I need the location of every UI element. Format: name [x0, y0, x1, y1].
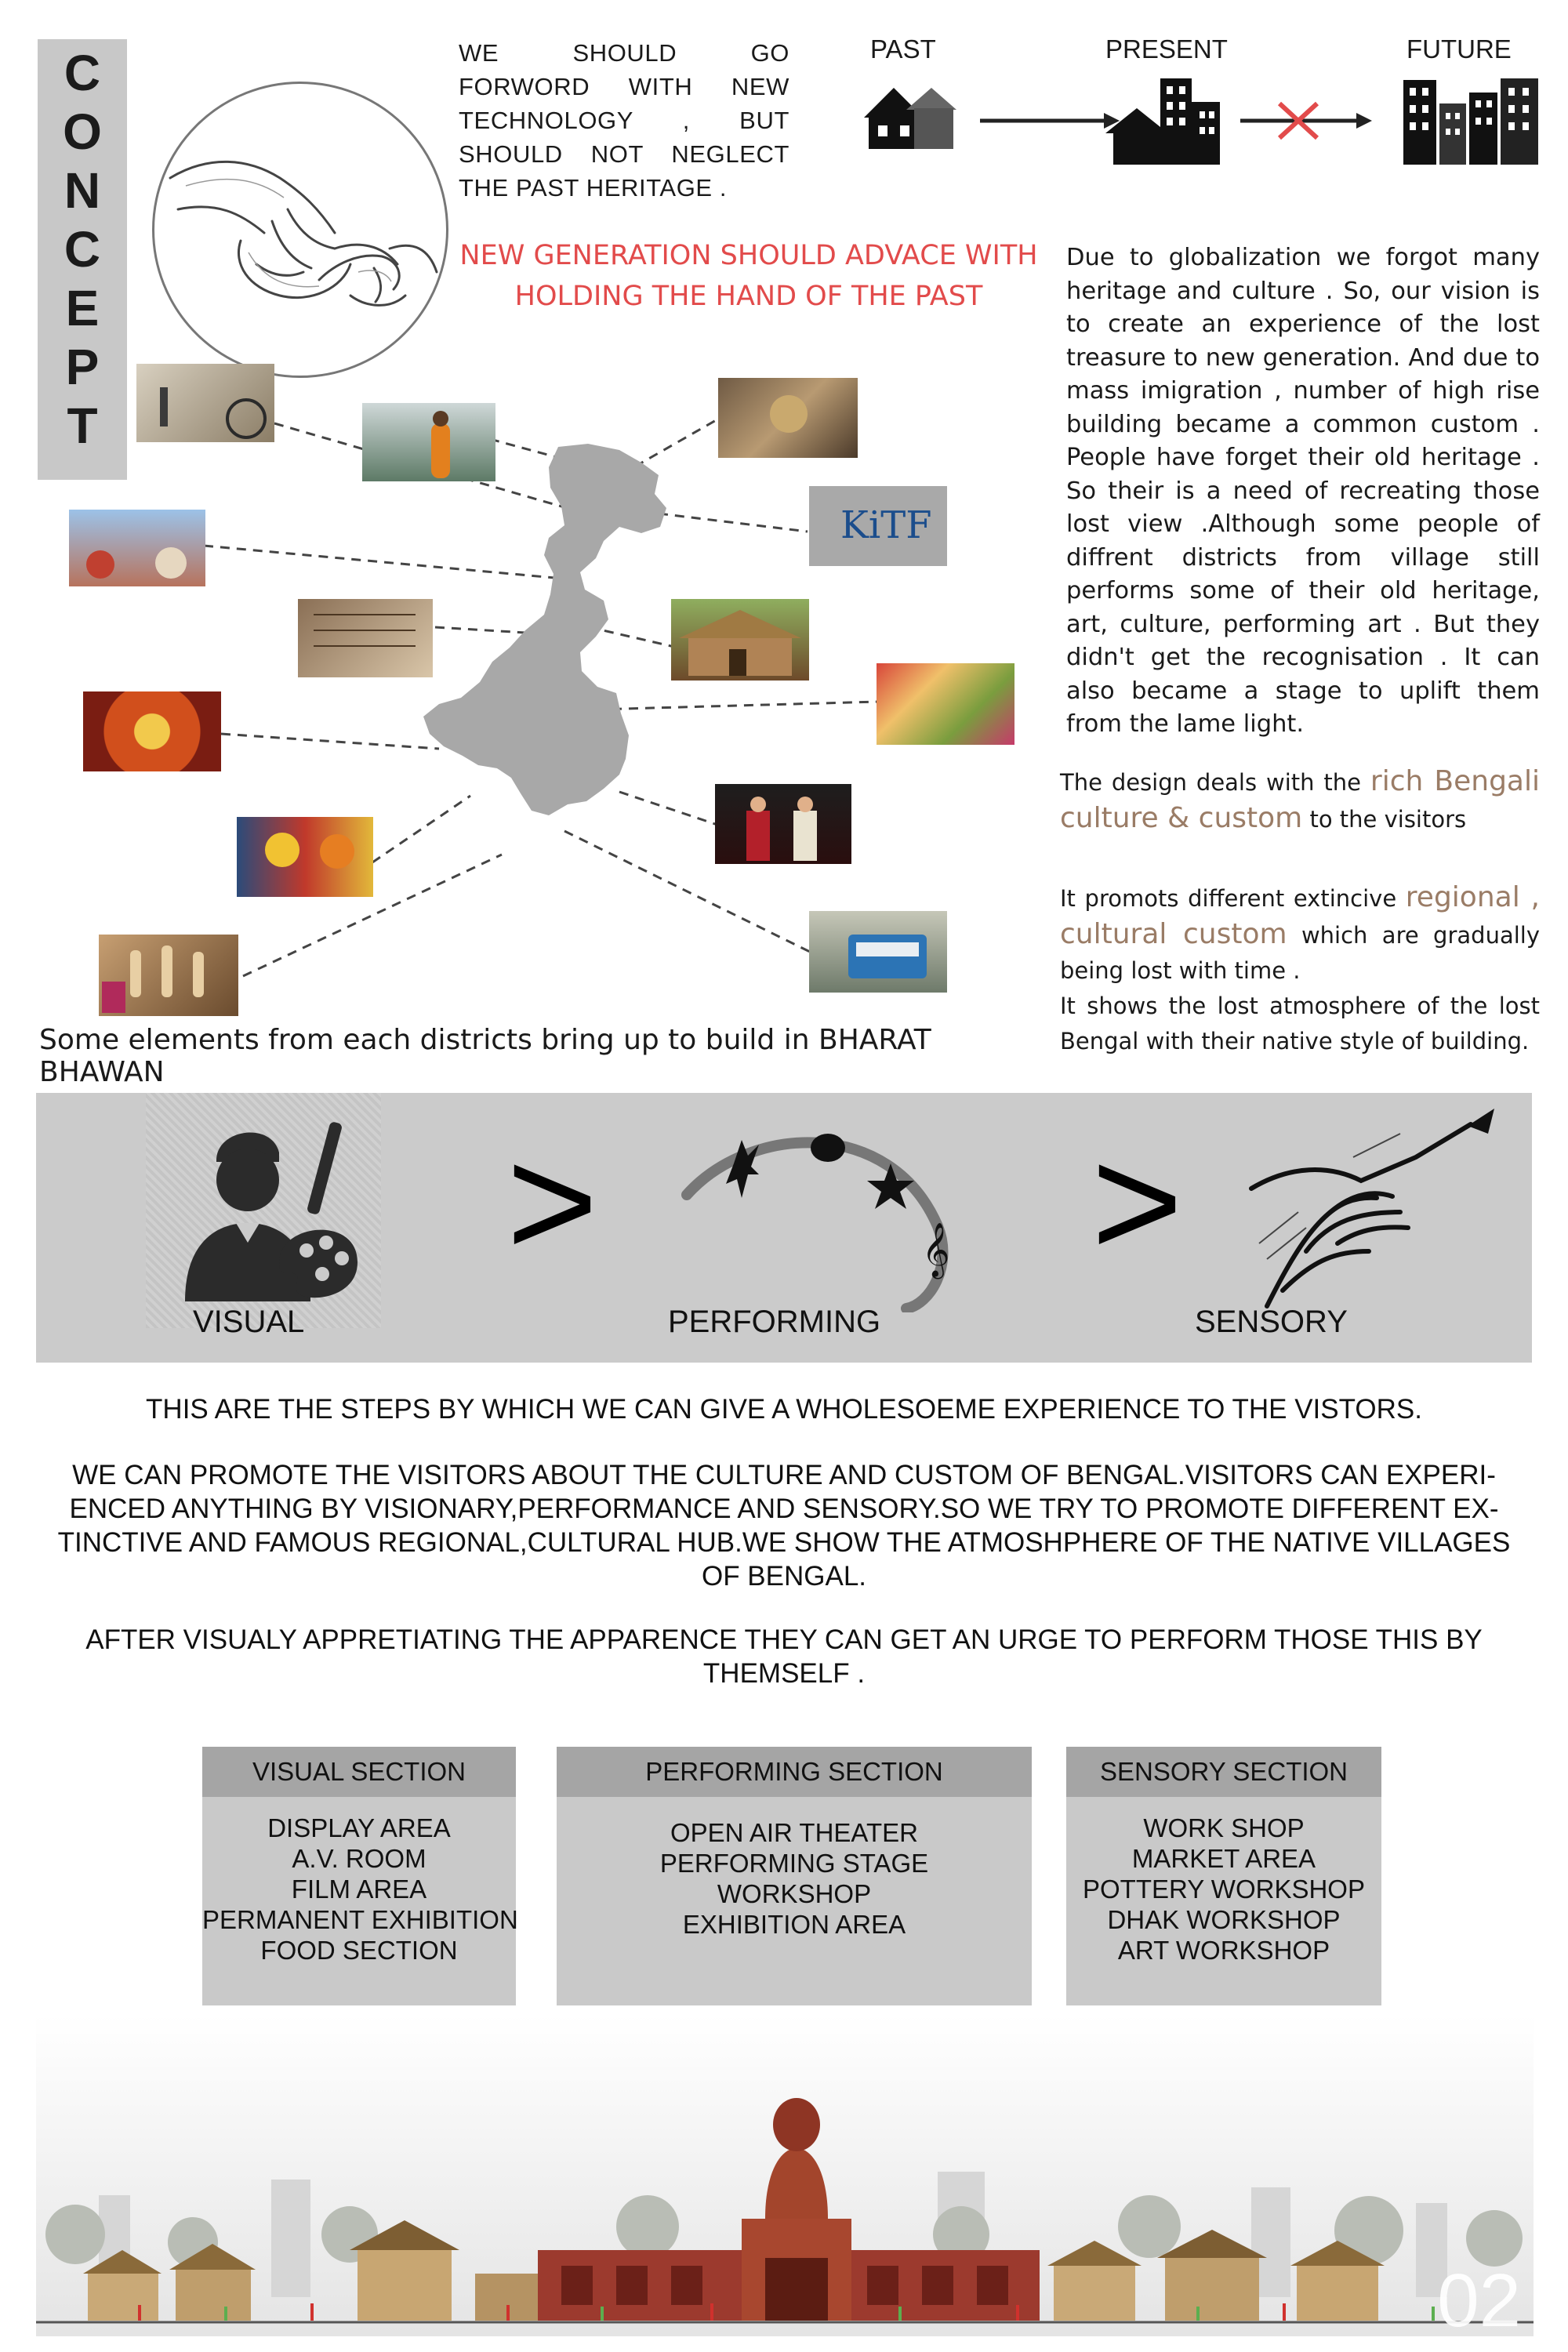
photo-kolkata-tram	[809, 911, 947, 993]
kitf-logo-box	[809, 486, 947, 566]
design-note-text: to the visitors	[1309, 806, 1467, 833]
process-arrow-icon: >	[506, 1115, 598, 1290]
promote-note-text: It promots different extincive	[1060, 885, 1397, 912]
design-note-highlight: rich Bengali culture & custom	[1060, 765, 1540, 834]
artist-icon	[162, 1105, 373, 1309]
photo-terracotta-crafts	[99, 935, 238, 1016]
visual-section-item: PERMANENT EXHIBITION	[202, 1905, 518, 1934]
performing-section-box	[557, 1747, 1032, 2005]
visual-section-item: FOOD SECTION	[260, 1936, 458, 1965]
holding-hands-sketch	[152, 82, 448, 378]
sensory-section-title: SENSORY SECTION	[1066, 1747, 1381, 1797]
visual-section-item: DISPLAY AREA	[267, 1813, 451, 1842]
photo-bengali-food	[83, 691, 221, 771]
promote-text-line: WE CAN PROMOTE THE VISITORS ABOUT THE CULTURE AND CUSTOM OF BENGAL.VISITORS CAN EXPERI-	[72, 1460, 1496, 1490]
photo-theatre-performance	[715, 784, 851, 864]
after-text	[39, 1623, 1529, 1690]
visual-section-title: VISUAL SECTION	[202, 1747, 516, 1797]
photo-market-colours	[877, 663, 1014, 745]
sensory-section-item: DHAK WORKSHOP	[1107, 1905, 1341, 1934]
promote-text	[39, 1458, 1529, 1593]
promote-note	[1060, 880, 1540, 1059]
steps-text: THIS ARE THE STEPS BY WHICH WE CAN GIVE A WHOLESOEME EXPERIENCE TO THE VISTORS.	[146, 1394, 1422, 1425]
concept-letter: P	[65, 339, 100, 395]
headline	[459, 235, 1039, 317]
design-note	[1060, 764, 1540, 837]
vision-paragraph: Due to globalization we forgot many heritage and culture . So, our vision is to create an experience of the lost treasure to new generation. And due to mass imigration , number of high rise building became a common custom . People have forget their old heritage . So their is a need of recreating those lost view .Although some people of diffrent districts from village still performs some of their old heritage, art, culture, performing art . But they didn't get the recognisation . It can also became a stage to uplift them from the lame light.	[1066, 244, 1540, 738]
process-visual-label: VISUAL	[193, 1305, 305, 1339]
arrow-icon	[980, 113, 1120, 129]
concept-letter: E	[65, 280, 100, 336]
promote-text-line: TINCTIVE AND FAMOUS REGIONAL,CULTURAL HUB.WE SHOW THE ATMOSHPHERE OF THE NATIVE VILLAGES	[57, 1527, 1511, 1558]
concept-letter: O	[63, 103, 102, 160]
timeline-future-label: FUTURE	[1406, 34, 1512, 64]
present-buildings-icon	[1105, 78, 1220, 165]
process-performing-label: PERFORMING	[668, 1305, 881, 1339]
performing-section-title: PERFORMING SECTION	[557, 1747, 1032, 1797]
hand-brush-icon	[1236, 1102, 1502, 1314]
building-elevation	[36, 2015, 1534, 2336]
process-arrow-icon: >	[1091, 1115, 1183, 1290]
houses-icon	[864, 88, 956, 149]
promote-note-text: It shows the lost atmosphere of the lost Bengal with their native style of building.	[1060, 993, 1540, 1054]
promote-note-highlight: regional , cultural custom	[1060, 881, 1540, 950]
heritage-quote: WE SHOULD GO FORWORD WITH NEW TECHNOLOGY , BUT SHOULD NOT NEGLECT THE PAST HERITAGE .	[459, 39, 789, 201]
promote-text-line: OF BENGAL.	[701, 1561, 867, 1592]
photo-chhau-dance	[237, 817, 373, 897]
concept-letter: C	[64, 221, 101, 278]
concept-letter: N	[64, 162, 101, 219]
timeline-present-label: PRESENT	[1105, 34, 1228, 64]
sensory-section-item: POTTERY WORKSHOP	[1082, 1875, 1365, 1904]
photo-weaving	[298, 599, 433, 677]
process-band	[36, 1093, 1532, 1363]
photo-monk	[362, 403, 495, 481]
after-text-line: AFTER VISUALY APPRETIATING THE APPARENCE THEY CAN GET AN URGE TO PERFORM THOSE THIS BY	[85, 1624, 1483, 1655]
performing-section-item: EXHIBITION AREA	[682, 1910, 906, 1939]
sensory-section-box	[1066, 1747, 1381, 2005]
visual-section-item: A.V. ROOM	[292, 1844, 426, 1873]
timeline-graphic	[855, 71, 1544, 172]
blocked-arrow-icon	[1240, 103, 1372, 138]
performing-arts-icon	[655, 1109, 969, 1312]
sensory-section-item: WORK SHOP	[1143, 1813, 1305, 1842]
process-sensory-label: SENSORY	[1195, 1305, 1348, 1339]
concept-letter: C	[64, 45, 101, 101]
page-number: 02	[1437, 2259, 1521, 2343]
visual-section-item: FILM AREA	[291, 1875, 427, 1904]
headline-line: HOLDING THE HAND OF THE PAST	[514, 281, 983, 312]
sensory-section-item: MARKET AREA	[1131, 1844, 1316, 1873]
photo-rickshaw	[136, 364, 274, 442]
photo-durga-idol	[718, 378, 858, 458]
districts-caption: Some elements from each districts bring up to build in BHARAT BHAWAN	[39, 1024, 931, 1088]
visual-section-box	[202, 1747, 516, 2005]
hands-icon	[154, 84, 446, 376]
promote-note-text: which are gradually being lost with time .	[1060, 922, 1540, 984]
svg-text:𝄞: 𝄞	[922, 1222, 950, 1277]
performing-section-item: WORKSHOP	[717, 1879, 872, 1908]
photo-mud-hut	[671, 599, 809, 681]
sensory-section-item: ART WORKSHOP	[1117, 1936, 1330, 1965]
photo-dhak-drummers	[69, 510, 205, 586]
concept-letter: T	[67, 397, 98, 454]
timeline-past-label: PAST	[870, 34, 936, 64]
promote-text-line: ENCED ANYTHING BY VISIONARY,PERFORMANCE AND SENSORY.SO WE TRY TO PROMOTE DIFFERENT EX-	[69, 1494, 1499, 1524]
after-text-line: THEMSELF .	[702, 1658, 866, 1689]
design-note-text: The design deals with the	[1060, 769, 1361, 796]
performing-section-item: OPEN AIR THEATER	[670, 1818, 918, 1847]
headline-line: NEW GENERATION SHOULD ADVACE WITH	[459, 240, 1038, 271]
kitf-logo: KiTF	[840, 503, 932, 547]
skyscrapers-icon	[1403, 78, 1538, 165]
performing-section-item: PERFORMING STAGE	[659, 1849, 929, 1878]
